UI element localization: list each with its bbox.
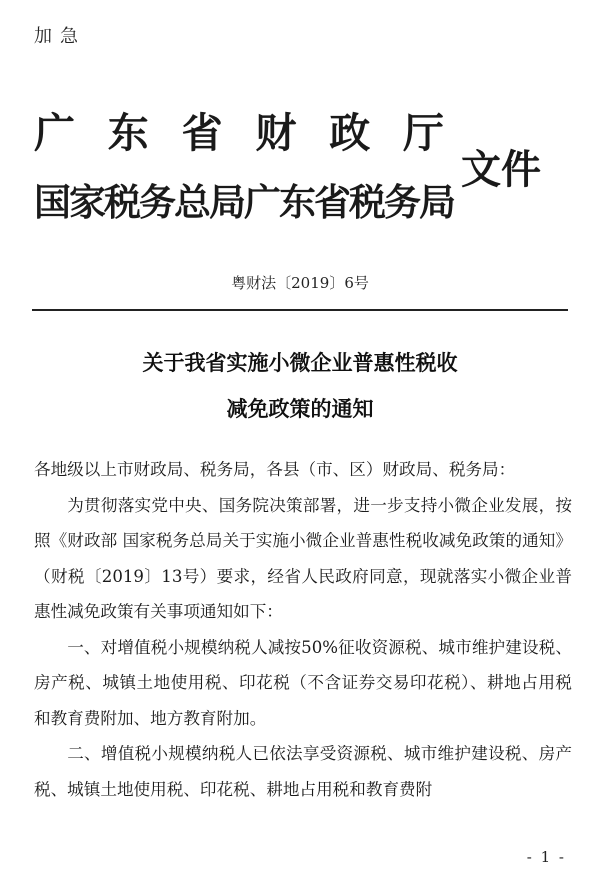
dept-1-char: 财 xyxy=(255,109,297,157)
issuing-department-2: 国家税务总局广东省税务局 xyxy=(34,181,454,224)
document-title xyxy=(0,340,600,432)
issuing-department-1 xyxy=(34,100,444,159)
dept-1-char: 省 xyxy=(181,109,223,157)
dept-1-char: 东 xyxy=(107,109,149,157)
document-body xyxy=(34,452,572,807)
dept-1-char: 厅 xyxy=(402,109,444,157)
document-number: 粤财法〔2019〕6号 xyxy=(231,274,369,292)
dept-1-char: 政 xyxy=(329,109,371,157)
title-line-2: 减免政策的通知 xyxy=(226,397,374,421)
document-header xyxy=(34,100,574,240)
document-word: 文件 xyxy=(461,147,541,193)
title-line-1: 关于我省实施小微企业普惠性税收 xyxy=(142,351,458,375)
paragraph-item-1: 一、对增值税小规模纳税人减按50%征收资源税、城市维护建设税、房产税、城镇土地使用税、印花税（不含证券交易印花税）、耕地占用税和教育费附加、地方教育附加。 xyxy=(34,637,572,728)
page-number: - 1 - xyxy=(526,848,566,866)
paragraph-item-2: 二、增值税小规模纳税人已依法享受资源税、城市维护建设税、房产税、城镇土地使用税、印花税、耕地占用税和教育费附 xyxy=(34,744,572,799)
addressee: 各地级以上市财政局、税务局，各县（市、区）财政局、税务局： xyxy=(34,460,516,479)
urgency-label: 加急 xyxy=(34,26,86,47)
dept-1-char: 广 xyxy=(34,109,75,157)
header-divider xyxy=(32,309,568,311)
paragraph-intro: 为贯彻落实党中央、国务院决策部署，进一步支持小微企业发展，按照《财政部 国家税务总局关于实施小微企业普惠性税收减免政策的通知》（财税〔2019〕13号）要求，经省人民政府同意，现就落实小微企业普惠性减免政策有关事项通知如下： xyxy=(34,495,572,621)
